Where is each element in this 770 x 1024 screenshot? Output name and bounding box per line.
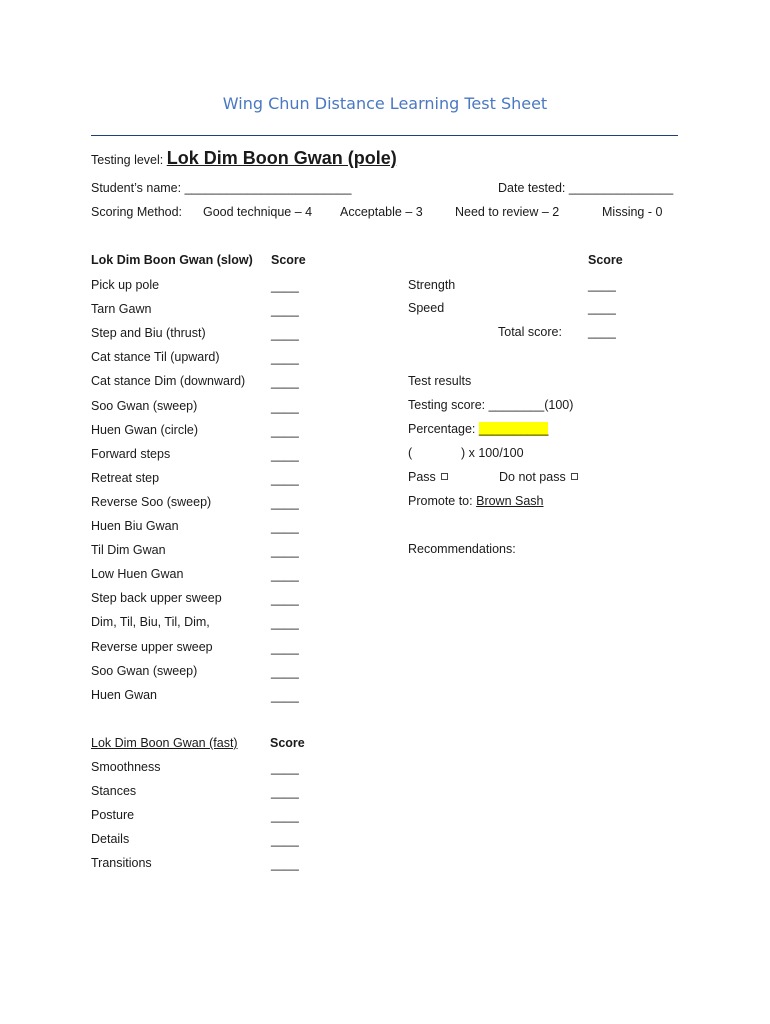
slow-item-score-blank: ____ [271, 423, 299, 438]
scale-acceptable: Acceptable – 3 [340, 205, 423, 219]
fast-item-label: Details [91, 832, 130, 847]
fast-item-score-blank: ____ [271, 833, 299, 848]
scale-missing: Missing - 0 [602, 205, 663, 219]
student-name-field: Student’s name: ________________________ [91, 181, 352, 195]
slow-item-score-blank: ____ [271, 375, 299, 390]
percentage-field [408, 422, 548, 436]
slow-item-label: Huen Gwan [91, 687, 158, 702]
slow-item-label: Step back upper sweep [91, 591, 222, 606]
slow-item-label: Retreat step [91, 470, 160, 485]
scale-good: Good technique – 4 [203, 205, 313, 219]
slow-item-score-blank: ____ [271, 399, 299, 414]
slow-item-label: Low Huen Gwan [91, 567, 184, 582]
date-tested-field: Date tested: _______________ [498, 181, 674, 195]
slow-item-label: Cat stance Dim (downward) [91, 374, 246, 389]
slow-item-label: Step and Biu (thrust) [91, 326, 206, 341]
pass-option [408, 470, 448, 484]
slow-item-label: Reverse Soo (sweep) [91, 494, 212, 509]
recommendations-label: Recommendations: [408, 542, 516, 556]
promote-value: Brown Sash [476, 494, 544, 508]
do-not-pass-option [499, 470, 578, 484]
slow-item-score-blank: ____ [271, 544, 299, 559]
strength-score-blank: ____ [588, 278, 616, 292]
slow-item-label: Dim, Til, Biu, Til, Dim, [91, 615, 210, 630]
slow-item-label: Cat stance Til (upward) [91, 350, 220, 365]
slow-item-score-blank: ____ [271, 592, 299, 607]
slow-item-label: Soo Gwan (sweep) [91, 398, 198, 413]
fast-item-score-blank: ____ [271, 857, 299, 872]
slow-item-label: Pick up pole [91, 278, 160, 292]
formula-open: ( [408, 446, 413, 460]
total-score-blank: ____ [588, 325, 616, 339]
slow-item-score-blank: ____ [271, 327, 299, 342]
slow-item-label: Til Dim Gwan [91, 543, 166, 558]
slow-item-score-blank: ____ [271, 664, 299, 679]
title-divider [91, 135, 678, 136]
slow-item-score-blank: ____ [271, 471, 299, 486]
slow-score-heading: Score [271, 253, 306, 267]
scale-review: Need to review – 2 [455, 205, 560, 219]
slow-item-score-blank: ____ [271, 640, 299, 655]
slow-section-heading: Lok Dim Boon Gwan (slow) [91, 253, 253, 267]
formula-rest: ) x 100/100 [461, 446, 524, 460]
testing-level [91, 148, 397, 169]
fast-item-label: Transitions [91, 856, 152, 871]
slow-item-score-blank: ____ [271, 616, 299, 631]
testing-level-value: Lok Dim Boon Gwan (pole) [166, 148, 397, 168]
slow-item-label: Reverse upper sweep [91, 639, 213, 654]
do-not-pass-checkbox-icon [571, 473, 578, 480]
fast-score-heading: Score [270, 736, 305, 750]
promote-field [408, 494, 544, 508]
pass-checkbox-icon [441, 473, 448, 480]
speed-score-blank: ____ [588, 301, 616, 315]
test-results-label: Test results [408, 374, 472, 388]
page-title: Wing Chun Distance Learning Test Sheet [222, 94, 548, 113]
fast-section-heading: Lok Dim Boon Gwan (fast) [91, 736, 238, 750]
testing-score-field: Testing score: ________(100) [408, 398, 574, 412]
scoring-method-label: Scoring Method: [91, 205, 183, 219]
slow-item-score-blank: ____ [271, 520, 299, 534]
slow-item-score-blank: ____ [271, 495, 299, 510]
slow-item-score-blank: ____ [271, 279, 299, 293]
fast-item-label: Smoothness [91, 760, 161, 774]
fast-item-score-blank: ____ [271, 809, 299, 824]
do-not-pass-label: Do not pass [499, 470, 566, 484]
testing-level-label: Testing level: [91, 153, 164, 167]
percentage-blank: __________ [478, 422, 549, 436]
speed-label: Speed [408, 301, 445, 315]
slow-item-score-blank: ____ [271, 688, 299, 703]
slow-item-label: Tarn Gawn [91, 302, 152, 317]
promote-label: Promote to: [408, 494, 473, 508]
slow-item-label: Forward steps [91, 446, 171, 461]
slow-item-score-blank: ____ [271, 447, 299, 462]
fast-item-score-blank: ____ [271, 761, 299, 775]
slow-item-label: Soo Gwan (sweep) [91, 663, 198, 678]
strength-label: Strength [408, 278, 456, 292]
slow-item-label: Huen Biu Gwan [91, 519, 179, 533]
slow-item-score-blank: ____ [271, 303, 299, 318]
percentage-label: Percentage: [408, 422, 476, 436]
fast-item-label: Stances [91, 784, 137, 799]
total-score-label: Total score: [498, 325, 562, 339]
slow-item-score-blank: ____ [271, 568, 299, 583]
slow-item-label: Huen Gwan (circle) [91, 422, 198, 437]
pass-label: Pass [408, 470, 436, 484]
right-score-heading: Score [588, 253, 623, 267]
fast-item-label: Posture [91, 808, 135, 823]
slow-item-score-blank: ____ [271, 351, 299, 366]
fast-item-score-blank: ____ [271, 785, 299, 800]
